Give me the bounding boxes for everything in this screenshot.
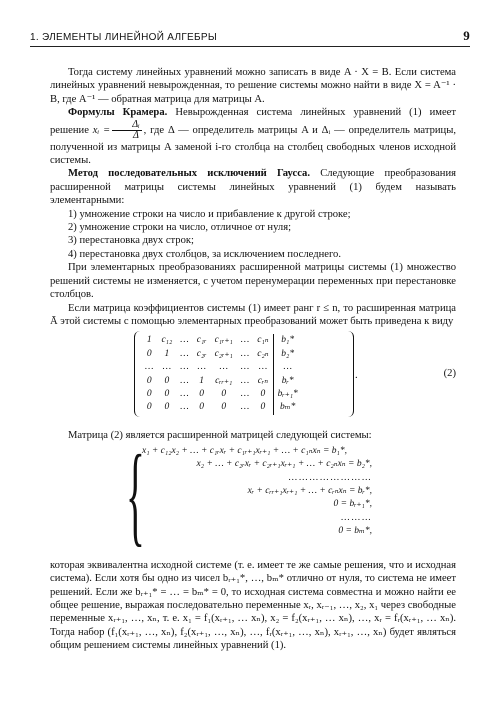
matrix-cell: … [180,388,189,399]
matrix-cell: … [180,402,189,413]
matrix-cell: 1 [164,348,170,359]
matrix-cell: … [240,348,250,359]
list-item: 1) умножение строки на число и прибавление к другой строке; [68,208,351,220]
matrix-cell: … [180,348,189,359]
running-header [30,28,470,47]
matrix-cell: 0 [221,402,227,413]
matrix-cell: … [240,362,250,373]
list-item: 4) перестановка двух столбцов, за исключением последнего. [68,248,341,260]
matrix-cell: … [240,375,250,386]
system-row: xᵣ + cᵣᵣ₊₁xᵣ₊₁ + … + cᵣₙxₙ = bᵣ*, [247,485,372,496]
page-body [50,66,456,653]
matrix-cell: … [240,402,250,413]
matrix-cell: 0 [164,402,170,413]
fraction-numerator: Δᵢ [112,120,141,131]
matrix-cell: 0 [146,388,152,399]
brace-icon: { [126,432,145,557]
matrix-cell: … [219,362,228,373]
list-item: 3) перестановка двух строк; [68,235,194,247]
system-row: 0 = bᵣ₊₁*, [333,499,372,510]
matrix-block [50,331,456,423]
equation-number: (2) [443,368,456,380]
matrix-cell: … [145,362,154,373]
elementary-operations-list [50,208,456,262]
system-row: ……… [340,512,372,523]
cramer-lead: Невырожденная система линейных уравнений (1) имеет решение [50,107,456,136]
cramer-tail: , где Δ — определитель матрицы A и Δᵢ — определитель матрицы, полученной из матрицы A заменой i-го столбца на столбец свободных членов исходной системы. [50,124,456,167]
paragraph-general-solution: которая эквивалентна исходной системе (т. е. имеет те же самые решения, что и исходная система). Если хотя бы одно из чисел bᵣ₊₁*, …, bₘ* отлично от нуля, то система не имеет решений. Если же bᵣ₊₁* = … = bₘ* = 0, то исходная система совместна и можно найти ее общее решение, выражая последовательно переменные xᵣ, xᵣ₋₁, …, x₂, x₁ через свободные переменные xᵣ₊₁, …, xₙ, т. е. x₁ = f₁(xᵣ₊₁, … xₙ), x₂ = f₂(xᵣ₊₁, … xₙ), …, xᵣ = fᵣ(xᵣ₊₁, … xₙ). Тогда набор (f₁(xᵣ₊₁, …, xₙ), f₂(xᵣ₊₁, …, xₙ), …, fᵣ(xᵣ₊₁, …, xₙ), xᵣ₊₁, …, xₙ) будет являться общим решением системы линейных уравнений (1). [50,559,456,652]
matrix-cell: 0 [164,375,170,386]
matrix-row [141,401,302,414]
gauss-heading: Метод последовательных исключений Гаусса. [68,168,310,180]
matrix-cell: c₂ᵣ [196,348,207,359]
matrix-cell: 1 [199,375,205,386]
paragraph-matrix-form: Тогда систему линейных уравнений можно записать в виде A · X = B. Если система линейных уравнений невырожденная, то решение системы можно найти в виде X = A⁻¹ · B, где A⁻¹ — обратная матрица для матрицы A. [50,67,456,105]
fraction-denominator: Δ [132,129,139,141]
matrix-row [141,388,302,401]
matrix-row [141,375,302,388]
page-number: 9 [463,28,470,43]
matrix-cell: 0 [146,375,152,386]
matrix-cell: … [180,362,189,373]
matrix-cell: cᵣᵣ₊₁ [215,375,233,386]
system-row: x₂ + … + c₂ᵣxᵣ + c₂ᵣ₊₁xᵣ₊₁ + … + c₂ₙxₙ = b₂*, [196,459,372,470]
matrix-cell: b₂* [273,348,302,361]
matrix-cell: 0 [146,348,152,359]
matrix-cell: … [180,335,189,346]
matrix-row [141,361,302,374]
matrix-cell: … [273,361,302,374]
paragraph-matrix-system: Матрица (2) является расширенной матрицей следующей системы: [68,430,372,442]
matrix-cell: bₘ* [273,401,302,414]
matrix-cell: 0 [199,388,205,399]
cramer-fraction [112,120,141,141]
matrix-cell: bᵣ₊₁* [273,388,302,401]
matrix-cell: c₁ᵣ [196,335,207,346]
matrix-cell: c₁₂ [161,335,173,346]
matrix-period: . [355,370,358,382]
matrix-table [141,334,302,414]
matrix-cell: 0 [164,388,170,399]
matrix-cell: bᵣ* [273,375,302,388]
matrix-cell: b₁* [273,334,302,347]
matrix-cell: … [240,335,250,346]
matrix-row [141,348,302,361]
paragraph-gauss [50,167,456,207]
matrix-cell: 0 [260,402,266,413]
matrix-cell: … [162,362,172,373]
system-row: 0 = bₘ*, [338,526,372,537]
system-row: x₁ + c₁₂x₂ + … + c₁ᵣxᵣ + c₁ᵣ₊₁xᵣ₊₁ + … + c₁ₙxₙ = b₁*, [142,445,347,456]
matrix-cell: c₁ᵣ₊₁ [214,335,233,346]
paragraph-elementary: При элементарных преобразованиях расширенной матрицы системы (1) множество решений системы не изменяется, с учетом перенумерации переменных при перестановке столбцов. [50,262,456,301]
matrix-cell: 0 [199,402,205,413]
matrix-cell: 0 [221,388,227,399]
section-title: 1. ЭЛЕМЕНТЫ ЛИНЕЙНОЙ АЛГЕБРЫ [30,32,217,43]
gauss-text: Следующие преобразования расширенной матрицы системы линейных уравнений (1) будем называть элементарными: [50,168,456,207]
matrix-cell: 0 [146,402,152,413]
matrix-cell: … [180,375,189,386]
matrix-cell: 0 [260,388,266,399]
matrix-cell: c₂ₙ [257,348,269,359]
cramer-formula-lhs: xᵢ = [92,124,111,136]
paragraph-cramer [50,106,456,167]
system-row: …………………… [288,472,372,483]
augmented-matrix [134,331,354,417]
list-item: 2) умножение строки на число, отличное от нуля; [68,222,292,234]
paragraph-rank: Если матрица коэффициентов системы (1) имеет ранг r ≤ n, то расширенная матрица Ā этой системы с помощью элементарных преобразований может быть приведена к виду [50,302,456,327]
matrix-cell: … [258,362,268,373]
matrix-cell: c₂ᵣ₊₁ [214,348,233,359]
matrix-cell: … [240,388,250,399]
equation-system [142,445,372,539]
matrix-row [141,334,302,347]
matrix-cell: 1 [146,335,152,346]
cramer-heading: Формулы Крамера. [68,107,168,119]
matrix-cell: cᵣₙ [257,375,269,386]
matrix-cell: … [197,362,206,373]
matrix-cell: c₁ₙ [257,335,269,346]
